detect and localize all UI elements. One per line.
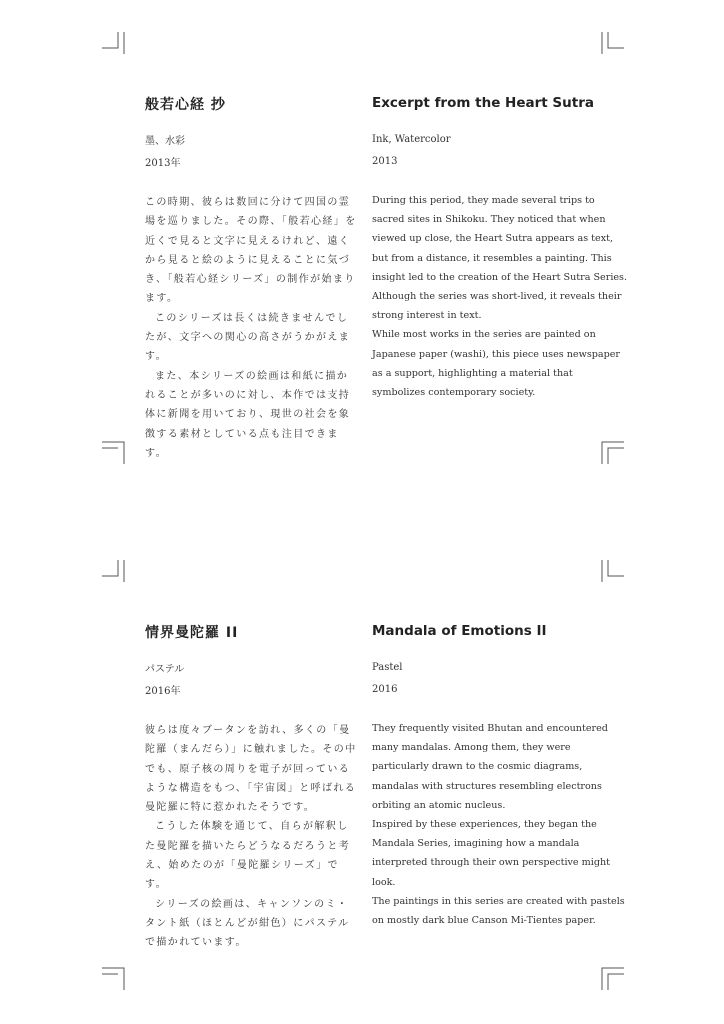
crop-mark-bottom-right-icon <box>600 966 624 990</box>
description-ja <box>145 721 357 953</box>
text-line: The paintings in this series are created with pastels <box>372 895 625 907</box>
work-year-ja: 2016年 <box>145 686 181 697</box>
text-line: particularly drawn to the cosmic diagrams, <box>372 761 583 773</box>
text-line: look. <box>372 876 396 888</box>
text-line: Inspired by these experiences, they began the <box>372 819 597 831</box>
text-line: Japanese paper (washi), this piece uses newspaper <box>372 348 621 360</box>
text-line: interpreted through their own perspective might <box>372 857 611 869</box>
text-line: strong interest in text. <box>372 310 482 322</box>
text-line: mandalas with structures resembling electrons <box>372 780 602 792</box>
text-line: symbolizes contemporary society. <box>372 387 536 399</box>
text-line: sacred sites in Shikoku. They noticed that when <box>372 214 606 226</box>
section-1-japanese <box>145 94 357 463</box>
paragraph: 彼らは度々ブータンを訪れ、多くの「曼陀羅（まんだら）」に触れました。その中でも、原子核の周りを電子が回っているような構造をもつ、「宇宙図」と呼ばれる曼陀羅に特に惹かれたそうです。 <box>145 725 357 814</box>
text-line: many mandalas. Among them, they were <box>372 742 571 754</box>
crop-mark-bottom-left-icon <box>102 966 126 990</box>
work-medium-ja: パステル <box>145 664 185 675</box>
work-medium-en: Ink, Watercolor <box>372 134 451 145</box>
text-line: While most works in the series are painted on <box>372 329 596 341</box>
description-en <box>372 191 628 402</box>
crop-mark-top-right-icon <box>600 560 624 584</box>
section-1-english <box>372 95 628 402</box>
text-line: During this period, they made several trips to <box>372 195 595 206</box>
paragraph: このシリーズは長くは続きませんでしたが、文字への関心の高さがうかがえます。 <box>145 312 351 363</box>
text-line: as a support, highlighting a material that <box>372 367 573 379</box>
text-line: viewed up close, the Heart Sutra appears as text, <box>372 233 614 245</box>
text-line: orbiting an atomic nucleus. <box>372 799 506 811</box>
text-line: insight led to the creation of the Heart Sutra Series. <box>372 271 628 283</box>
work-medium-en: Pastel <box>372 662 403 673</box>
crop-mark-top-right-icon <box>600 32 624 56</box>
crop-mark-top-left-icon <box>102 560 126 584</box>
work-year-en: 2013 <box>372 156 398 167</box>
paragraph: また、本シリーズの絵画は和紙に描かれることが多いのに対し、本作では支持体に新聞を用いており、現世の社会を象徴する素材としている点も注目できます。 <box>145 370 351 459</box>
section-2-japanese <box>145 622 357 953</box>
paragraph: シリーズの絵画は、キャンソンのミ・タント紙（ほとんどが紺色）にパステルで描かれています。 <box>145 898 350 949</box>
work-title-en: Mandala of Emotions II <box>372 623 547 639</box>
crop-mark-bottom-right-icon <box>600 440 624 464</box>
description-ja <box>145 193 357 463</box>
crop-mark-bottom-left-icon <box>102 440 126 464</box>
text-line: but from a distance, it resembles a painting. This <box>372 252 612 264</box>
text-line: Mandala Series, imagining how a mandala <box>372 838 580 850</box>
work-year-en: 2016 <box>372 684 398 695</box>
work-year-ja: 2013年 <box>145 158 181 169</box>
text-line: on mostly dark blue Canson Mi-Tientes paper. <box>372 915 596 927</box>
section-2-english <box>372 623 625 930</box>
work-title-en: Excerpt from the Heart Sutra <box>372 95 594 111</box>
text-line: Although the series was short-lived, it reveals their <box>372 291 622 303</box>
description-en <box>372 719 625 930</box>
paragraph: この時期、彼らは数回に分けて四国の霊場を巡りました。その際、「般若心経」を近くで見ると文字に見えるけれど、遠くから見ると絵のように見えることに気づき、「般若心経シリーズ」の制作が始まります。 <box>145 197 357 305</box>
text-line: They frequently visited Bhutan and encountered <box>372 723 608 734</box>
work-title-ja: 情界曼陀羅 II <box>145 625 239 641</box>
work-title-ja: 般若心経 抄 <box>145 97 226 113</box>
paragraph: こうした体験を通じて、自らが解釈した曼陀羅を描いたらどうなるだろうと考え、始めたのが「曼陀羅シリーズ」です。 <box>145 821 351 891</box>
crop-mark-top-left-icon <box>102 32 126 56</box>
work-medium-ja: 墨、水彩 <box>145 136 185 147</box>
